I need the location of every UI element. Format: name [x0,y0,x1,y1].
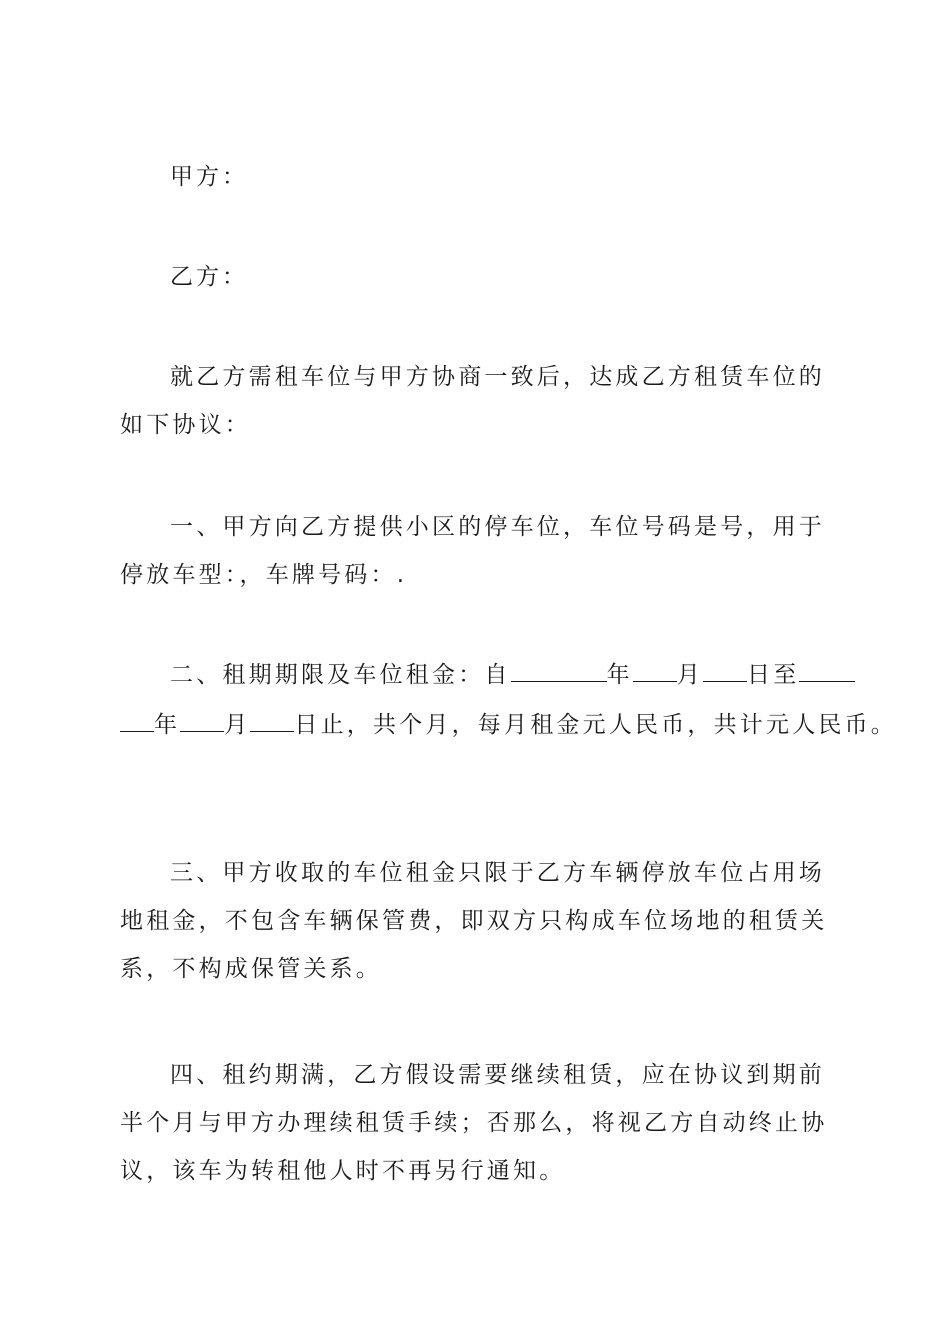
clause-2-tail: 日止，共个月，每月租金元人民币，共计元人民币。 [294,712,898,738]
clause-2-year-1: 年 [606,662,633,688]
blank-end-year-part-1 [799,659,855,682]
blank-end-month [180,709,224,732]
clause-1-paragraph: 一、甲方向乙方提供小区的停车位，车位号码是号，用于停放车型：，车牌号码：. [120,514,825,588]
blank-end-day [250,709,294,732]
clause-2-lead: 二、租期期限及车位租金：自 [170,662,511,688]
blank-start-day [703,659,747,682]
clause-2-line-2 [120,701,897,749]
party-b-label: 乙方： [170,264,248,290]
clause-2-year-2: 年 [154,712,181,738]
clause-3-paragraph: 三、甲方收取的车位租金只限于乙方车辆停放车位占用场地租金，不包含车辆保管费，即双方只构成车位场地的租赁关系，不构成保管关系。 [120,860,828,982]
clause-2-line-1 [170,651,855,699]
clause-2-day-to: 日至 [747,662,800,688]
blank-start-month [633,659,677,682]
intro-paragraph: 就乙方需租车位与甲方协商一致后，达成乙方租赁车位的如下协议： [120,364,825,438]
party-a-label: 甲方： [170,164,248,190]
clause-2-month-2: 月 [224,712,251,738]
clause-4-paragraph: 四、租约期满，乙方假设需要继续租赁，应在协议到期前半个月与甲方办理续租赁手续；否那么，将视乙方自动终止协议，该车为转租他人时不再另行通知。 [120,1062,828,1184]
blank-start-year [511,659,607,682]
clause-2-month-1: 月 [676,662,704,688]
blank-end-year-part-2 [120,709,154,732]
